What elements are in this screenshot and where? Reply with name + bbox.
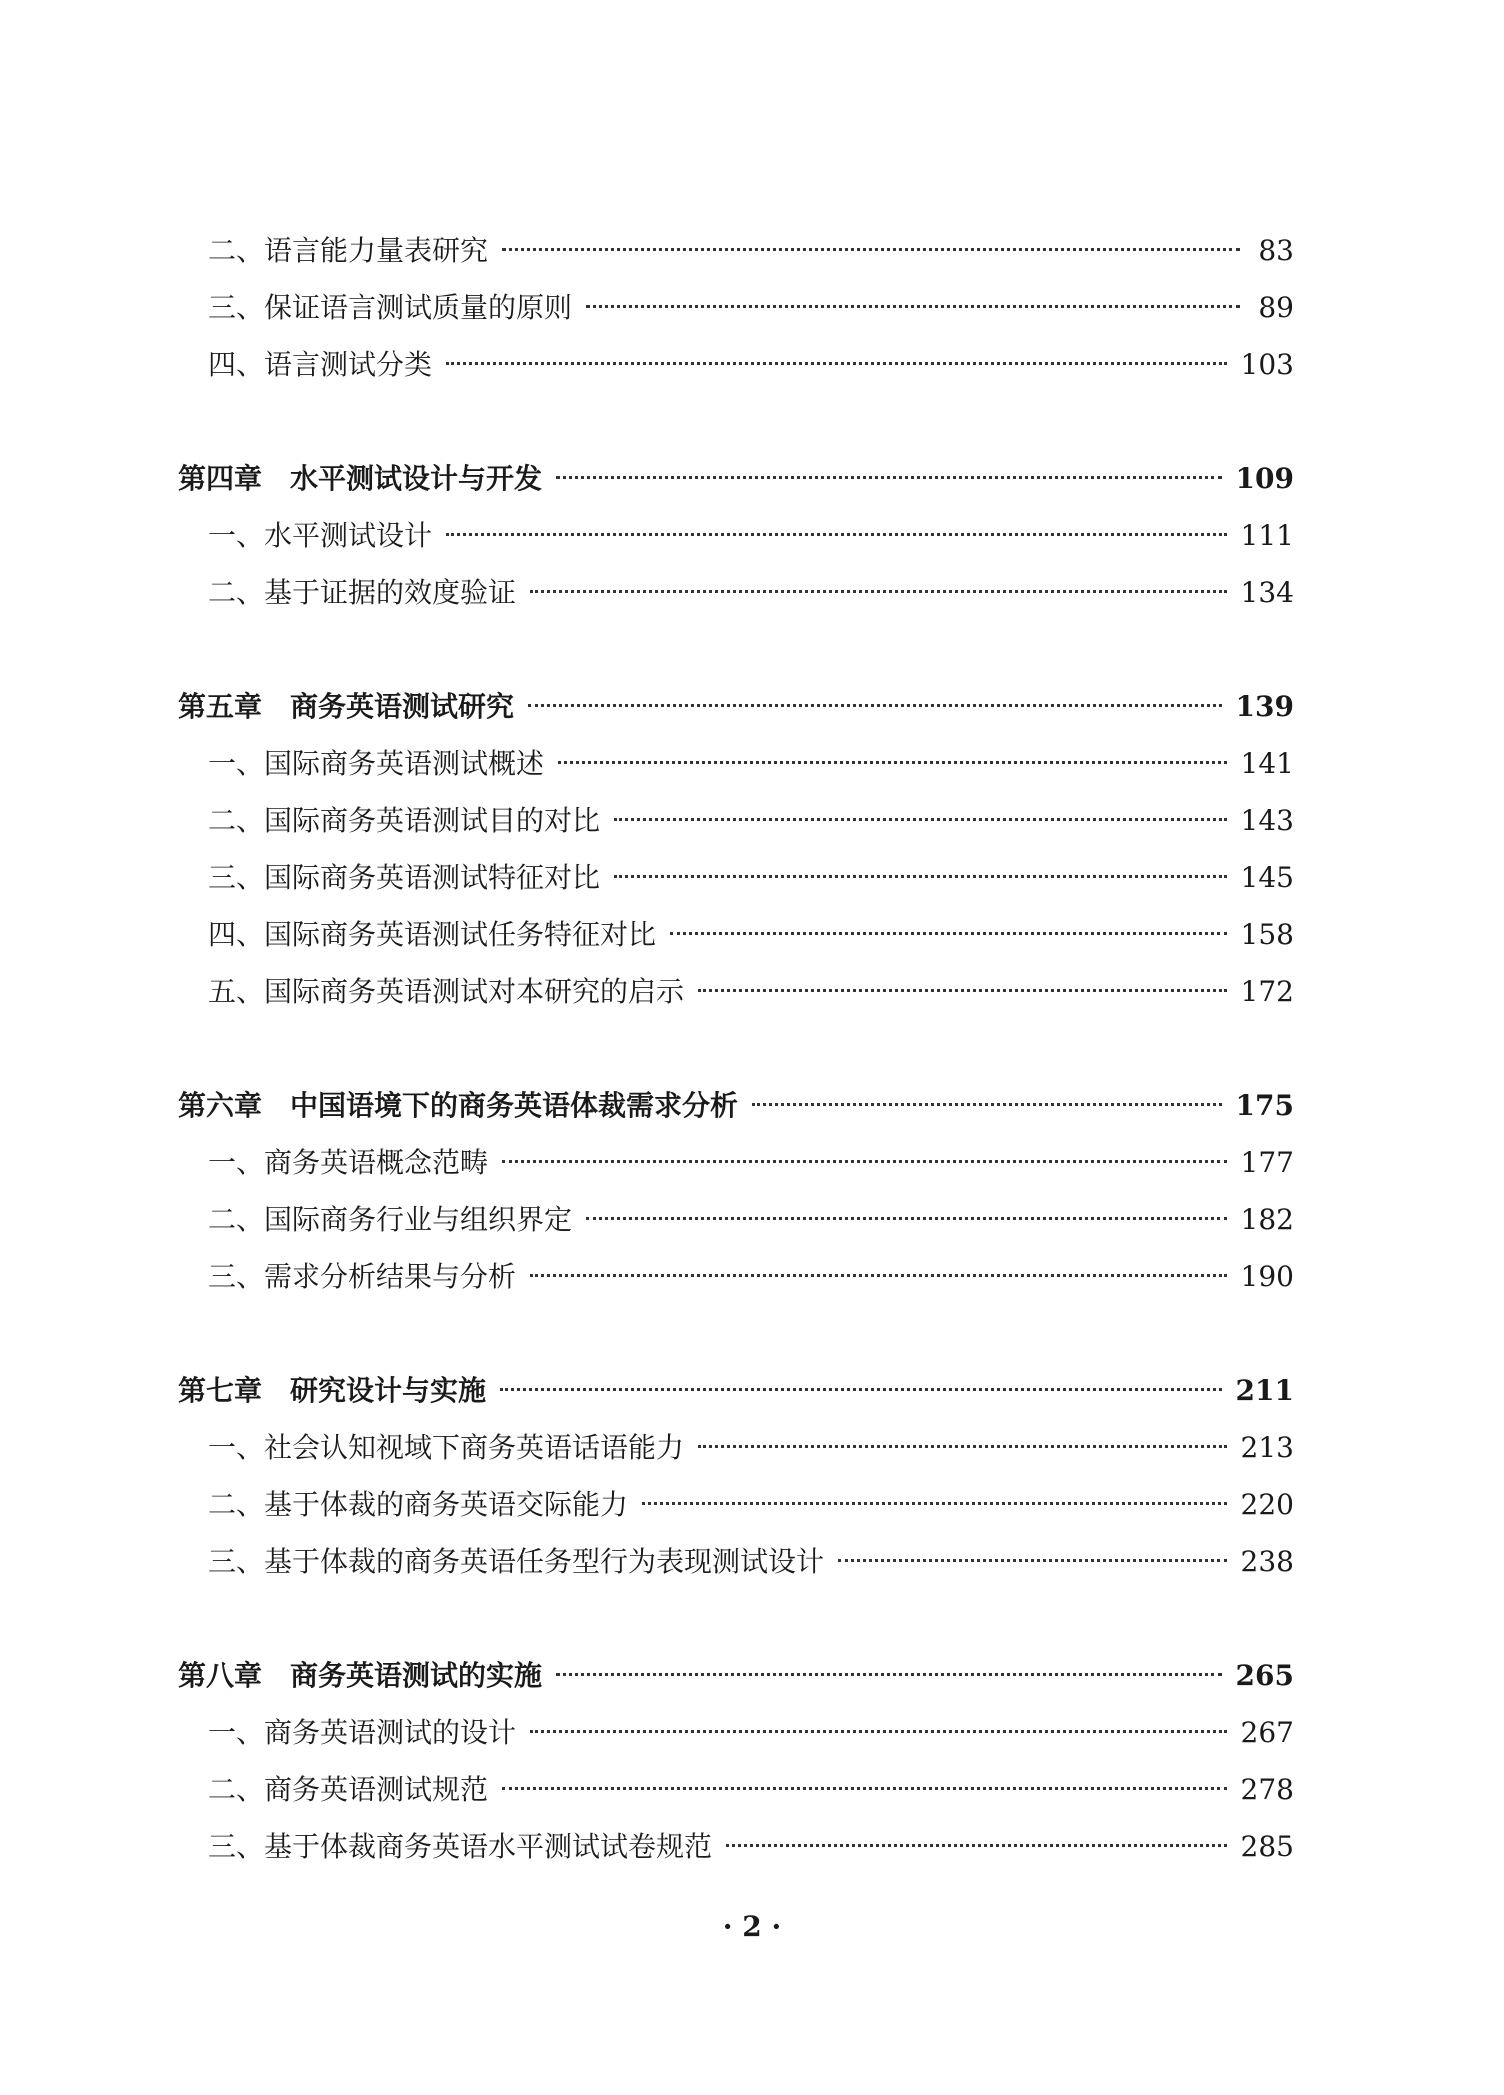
dot-leader <box>530 1274 1227 1277</box>
toc-entry[interactable] <box>178 1533 1294 1590</box>
chapter-title: 研究设计与实施 <box>290 1374 487 1407</box>
toc-entry-title: 三、基于体裁的商务英语任务型行为表现测试设计 <box>208 1545 825 1578</box>
toc-entry-page: 213 <box>1240 1431 1294 1464</box>
dot-leader <box>614 818 1227 821</box>
group-spacer <box>178 1020 1294 1077</box>
toc-entry-title: 二、商务英语测试规范 <box>208 1773 489 1806</box>
toc-entry-title: 三、国际商务英语测试特征对比 <box>208 861 601 894</box>
chapter-title: 商务英语测试研究 <box>290 690 515 723</box>
toc-entry[interactable] <box>178 1818 1294 1875</box>
toc-chapter-entry[interactable] <box>178 1362 1294 1419</box>
dot-leader <box>752 1103 1222 1106</box>
dot-leader <box>556 476 1222 479</box>
toc-entry[interactable] <box>178 222 1294 279</box>
group-spacer <box>178 1590 1294 1647</box>
dot-leader <box>642 1502 1227 1505</box>
toc-entry-page: 134 <box>1240 576 1294 609</box>
toc-entry-title: 三、保证语言测试质量的原则 <box>208 291 573 324</box>
page-number: · 2 · <box>722 1910 782 1943</box>
chapter-number: 第六章 <box>178 1089 263 1122</box>
chapter-number: 第八章 <box>178 1659 263 1692</box>
toc-entry-title: 一、国际商务英语测试概述 <box>208 747 545 780</box>
toc-entry[interactable] <box>178 792 1294 849</box>
toc-entry-title: 二、语言能力量表研究 <box>208 234 489 267</box>
toc-entry-page: 103 <box>1240 348 1294 381</box>
toc-entry[interactable] <box>178 1761 1294 1818</box>
table-of-contents <box>178 222 1294 1875</box>
dot-leader <box>502 1160 1227 1163</box>
toc-chapter-title <box>178 1077 738 1134</box>
dot-leader <box>530 590 1227 593</box>
chapter-number: 第七章 <box>178 1374 263 1407</box>
toc-entry-page: 83 <box>1258 234 1294 267</box>
toc-entry-title: 一、社会认知视域下商务英语话语能力 <box>208 1431 685 1464</box>
toc-entry-page: 111 <box>1240 519 1294 552</box>
toc-entry[interactable] <box>178 1248 1294 1305</box>
toc-entry-title: 二、基于证据的效度验证 <box>208 576 517 609</box>
dot-leader <box>502 1787 1227 1790</box>
toc-entry-page: 190 <box>1240 1260 1294 1293</box>
toc-entry-title: 四、国际商务英语测试任务特征对比 <box>208 918 657 951</box>
dot-leader <box>698 989 1227 992</box>
toc-entry-page: 141 <box>1240 747 1294 780</box>
toc-entry-page: 265 <box>1235 1659 1294 1692</box>
toc-entry-title: 一、商务英语测试的设计 <box>208 1716 517 1749</box>
toc-entry-title: 二、基于体裁的商务英语交际能力 <box>208 1488 629 1521</box>
dot-leader <box>446 533 1227 536</box>
toc-entry-page: 285 <box>1240 1830 1294 1863</box>
toc-entry[interactable] <box>178 1476 1294 1533</box>
toc-entry[interactable] <box>178 279 1294 336</box>
toc-entry-title: 三、需求分析结果与分析 <box>208 1260 517 1293</box>
chapter-title: 中国语境下的商务英语体裁需求分析 <box>290 1089 739 1122</box>
toc-entry[interactable] <box>178 507 1294 564</box>
toc-entry[interactable] <box>178 906 1294 963</box>
toc-chapter-title <box>178 678 514 735</box>
chapter-number: 第四章 <box>178 462 263 495</box>
toc-entry-page: 220 <box>1240 1488 1294 1521</box>
toc-entry[interactable] <box>178 336 1294 393</box>
dot-leader <box>502 248 1240 251</box>
chapter-title: 水平测试设计与开发 <box>290 462 543 495</box>
toc-chapter-title <box>178 1362 486 1419</box>
group-spacer <box>178 1305 1294 1362</box>
toc-chapter-entry[interactable] <box>178 1647 1294 1704</box>
dot-leader <box>500 1388 1222 1391</box>
toc-entry-title: 四、语言测试分类 <box>208 348 433 381</box>
toc-entry-page: 175 <box>1235 1089 1294 1122</box>
toc-entry[interactable] <box>178 849 1294 906</box>
toc-entry-page: 145 <box>1240 861 1294 894</box>
dot-leader <box>726 1844 1227 1847</box>
toc-entry[interactable] <box>178 963 1294 1020</box>
toc-entry-page: 238 <box>1240 1545 1294 1578</box>
toc-chapter-title <box>178 1647 542 1704</box>
toc-entry-page: 109 <box>1235 462 1294 495</box>
dot-leader <box>698 1445 1227 1448</box>
toc-chapter-entry[interactable] <box>178 450 1294 507</box>
toc-entry[interactable] <box>178 1191 1294 1248</box>
toc-entry[interactable] <box>178 564 1294 621</box>
toc-entry-page: 211 <box>1235 1374 1294 1407</box>
toc-entry-title: 二、国际商务英语测试目的对比 <box>208 804 601 837</box>
toc-entry-page: 143 <box>1240 804 1294 837</box>
dot-leader <box>670 932 1227 935</box>
dot-leader <box>586 305 1240 308</box>
group-spacer <box>178 393 1294 450</box>
toc-entry-page: 172 <box>1240 975 1294 1008</box>
toc-entry-title: 三、基于体裁商务英语水平测试试卷规范 <box>208 1830 713 1863</box>
toc-entry-title: 一、水平测试设计 <box>208 519 433 552</box>
toc-entry[interactable] <box>178 735 1294 792</box>
toc-entry[interactable] <box>178 1134 1294 1191</box>
chapter-number: 第五章 <box>178 690 263 723</box>
toc-entry-page: 177 <box>1240 1146 1294 1179</box>
dot-leader <box>528 704 1222 707</box>
toc-entry-page: 267 <box>1240 1716 1294 1749</box>
chapter-title: 商务英语测试的实施 <box>290 1659 543 1692</box>
toc-chapter-entry[interactable] <box>178 678 1294 735</box>
dot-leader <box>838 1559 1227 1562</box>
dot-leader <box>586 1217 1227 1220</box>
toc-entry-page: 182 <box>1240 1203 1294 1236</box>
toc-entry[interactable] <box>178 1419 1294 1476</box>
toc-chapter-entry[interactable] <box>178 1077 1294 1134</box>
dot-leader <box>614 875 1227 878</box>
dot-leader <box>446 362 1227 365</box>
toc-entry-page: 89 <box>1258 291 1294 324</box>
toc-entry-title: 一、商务英语概念范畴 <box>208 1146 489 1179</box>
dot-leader <box>556 1673 1222 1676</box>
toc-entry[interactable] <box>178 1704 1294 1761</box>
toc-entry-page: 158 <box>1240 918 1294 951</box>
dot-leader <box>558 761 1227 764</box>
dot-leader <box>530 1730 1227 1733</box>
group-spacer <box>178 621 1294 678</box>
toc-entry-title: 五、国际商务英语测试对本研究的启示 <box>208 975 685 1008</box>
toc-entry-page: 278 <box>1240 1773 1294 1806</box>
toc-chapter-title <box>178 450 542 507</box>
toc-entry-title: 二、国际商务行业与组织界定 <box>208 1203 573 1236</box>
toc-entry-page: 139 <box>1235 690 1294 723</box>
